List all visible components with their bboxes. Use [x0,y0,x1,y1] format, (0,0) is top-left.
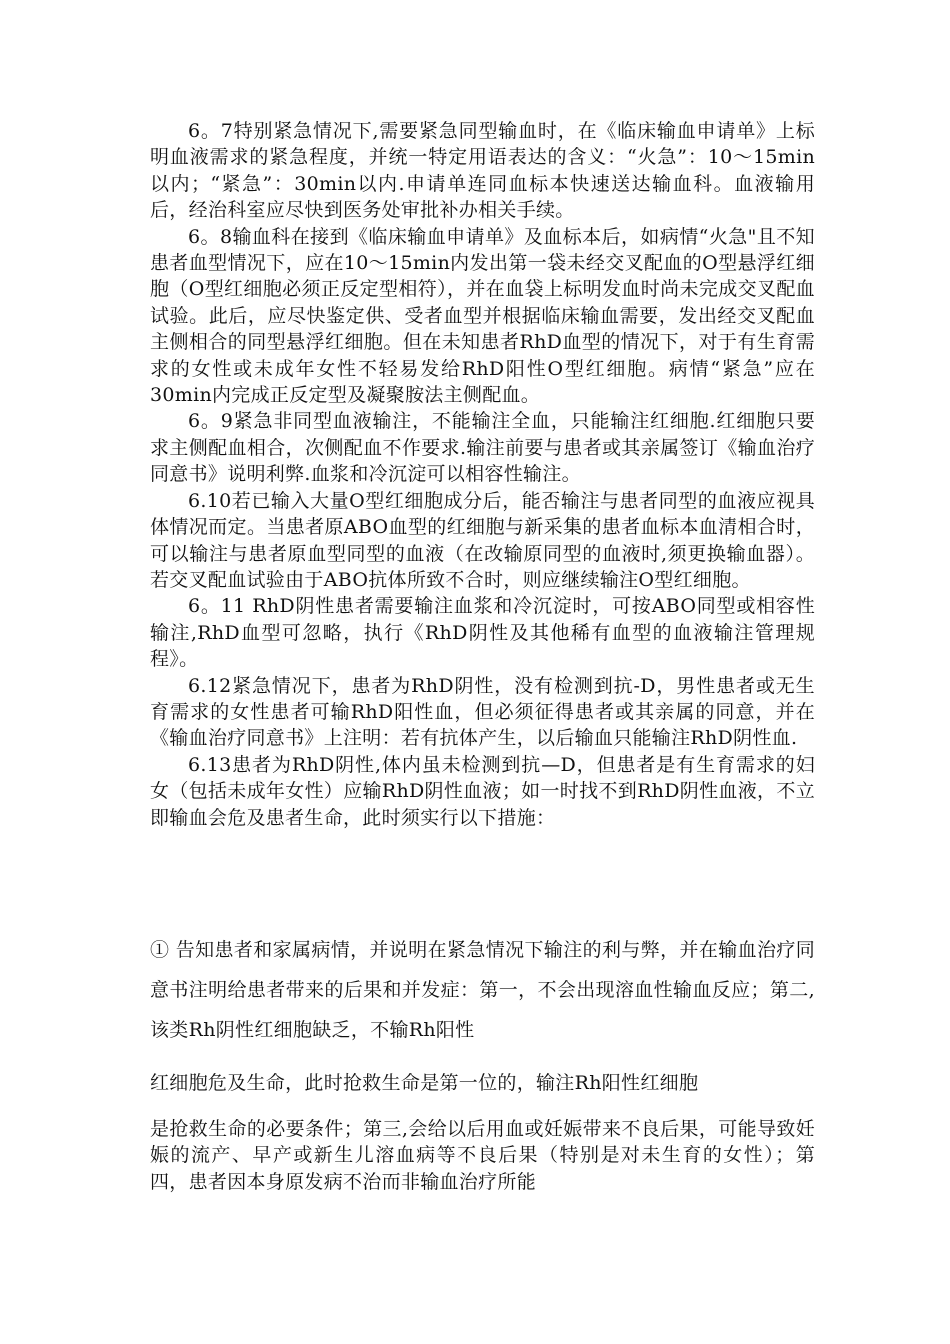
paragraph-6-13: 6.13患者为RhD阴性,体内虽未检测到抗—D，但患者是有生育需求的妇女（包括未成年女性）应输RhD阴性血液；如一时找不到RhD阴性血液，不立即输血会危及患者生命，此时须实行以下措施： [150,753,815,829]
paragraph-6-8: 6。8输血科在接到《临床输血申请单》及血标本后，如病情“火急"且不知患者血型情况下，应在10～15min内发出第一袋未经交叉配血的O型悬浮红细胞（O型红细胞必须正反定型相符），并在血袋上标明发血时尚未完成交叉配血试验。此后，应尽快鉴定供、受者血型并根据临床输血需要，发出经交叉配血主侧相合的同型悬浮红细胞。但在未知患者RhD血型的情况下，对于有生育需求的女性或未成年女性不轻易发给RhD阳性O型红细胞。病情“紧急”应在30min内完成正反定型及凝聚胺法主侧配血。 [150,225,815,407]
paragraph-6-9: 6。9紧急非同型血液输注，不能输注全血，只能输注红细胞.红细胞只要求主侧配血相合，次侧配血不作要求.输注前要与患者或其亲属签订《输血治疗同意书》说明利弊.血浆和冷沉淀可以相容性输注。 [150,410,815,486]
paragraph-6-11: 6。11 RhD阴性患者需要输注血浆和冷沉淀时，可按ABO同型或相容性输注,RhD血型可忽略，执行《RhD阴性及其他稀有血型的血液输注管理规程》。 [150,595,815,671]
measure-item-1: ① 告知患者和家属病情，并说明在紧急情况下输注的利与弊，并在输血治疗同意书注明给患者带来的后果和并发症：第一，不会出现溶血性输血反应；第二,该类Rh阴性红细胞缺乏，不输Rh阳性 [150,939,815,1041]
measure-item-1-end: 是抢救生命的必要条件；第三,会给以后用血或妊娠带来不良后果，可能导致妊娠的流产、早产或新生儿溶血病等不良后果（特别是对未生育的女性）；第四，患者因本身原发病不治而非输血治疗所能 [150,1118,815,1193]
measure-item-1-continued: 红细胞危及生命，此时抢救生命是第一位的，输注Rh阳性红细胞 [150,1072,699,1094]
paragraph-6-10: 6.10若已输入大量O型红细胞成分后，能否输注与患者同型的血液应视具体情况而定。当患者原ABO血型的红细胞与新采集的患者血标本血清相合时，可以输注与患者原血型同型的血液（在改输原同型的血液时,须更换输血器）。若交叉配血试验由于ABO抗体所致不合时，则应继续输注O型红细胞。 [150,489,815,591]
measures-list [150,930,815,1195]
paragraph-6-12: 6.12紧急情况下，患者为RhD阴性，没有检测到抗-D，男性患者或无生育需求的女性患者可输RhD阳性血，但必须征得患者或其亲属的同意，并在《输血治疗同意书》上注明：若有抗体产生，以后输血只能输注RhD阴性血. [150,674,815,750]
document-body [150,118,815,831]
paragraph-6-7: 6。7特别紧急情况下,需要紧急同型输血时，在《临床输血申请单》上标明血液需求的紧急程度，并统一特定用语表达的含义：“火急”：10～15min以内；“紧急”：30min以内.申请单连同血标本快速送达输血科。血液输用后，经治科室应尽快到医务处审批补办相关手续。 [150,120,815,222]
